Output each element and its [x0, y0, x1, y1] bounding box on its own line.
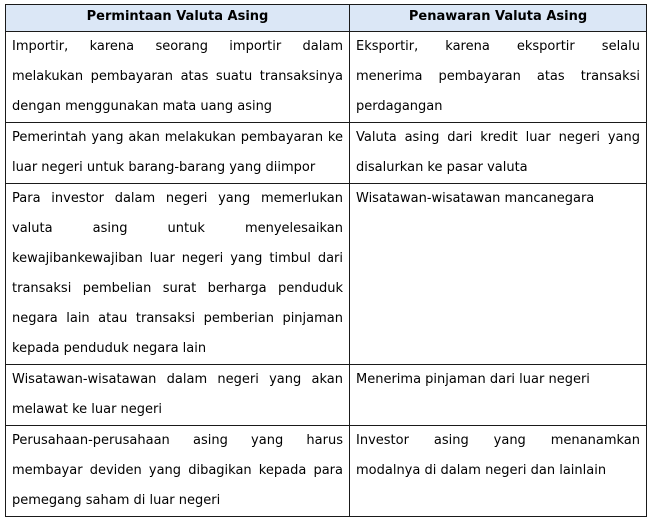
demand-cell: Perusahaan-perusahaan asing yang harus membayar deviden yang dibagikan kepada para pemegang saham di luar negeri	[6, 426, 350, 517]
table-body	[6, 32, 647, 517]
table-row	[6, 365, 647, 426]
supply-cell: Eksportir, karena eksportir selalu menerima pembayaran atas transaksi perdagangan	[350, 32, 647, 123]
demand-cell: Para investor dalam negeri yang memerlukan valuta asing untuk menyelesaikan kewajibankewajiban luar negeri yang timbul dari transaksi pembelian surat berharga penduduk negara lain atau transaksi pemberian pinjaman kepada penduduk negara lain	[6, 184, 350, 365]
table-row	[6, 426, 647, 517]
table-row	[6, 184, 647, 365]
demand-cell: Importir, karena seorang importir dalam melakukan pembayaran atas suatu transaksinya dengan menggunakan mata uang asing	[6, 32, 350, 123]
demand-cell: Wisatawan-wisatawan dalam negeri yang akan melawat ke luar negeri	[6, 365, 350, 426]
demand-cell: Pemerintah yang akan melakukan pembayaran ke luar negeri untuk barang-barang yang diimpor	[6, 123, 350, 184]
header-permintaan: Permintaan Valuta Asing	[6, 5, 350, 32]
supply-cell: Valuta asing dari kredit luar negeri yang disalurkan ke pasar valuta	[350, 123, 647, 184]
header-row	[6, 5, 647, 32]
header-penawaran: Penawaran Valuta Asing	[350, 5, 647, 32]
table-row	[6, 32, 647, 123]
supply-cell: Investor asing yang menanamkan modalnya di dalam negeri dan lainlain	[350, 426, 647, 517]
valuta-asing-table	[5, 4, 647, 517]
table-header	[6, 5, 647, 32]
supply-cell: Wisatawan-wisatawan mancanegara	[350, 184, 647, 365]
supply-cell: Menerima pinjaman dari luar negeri	[350, 365, 647, 426]
table-row	[6, 123, 647, 184]
